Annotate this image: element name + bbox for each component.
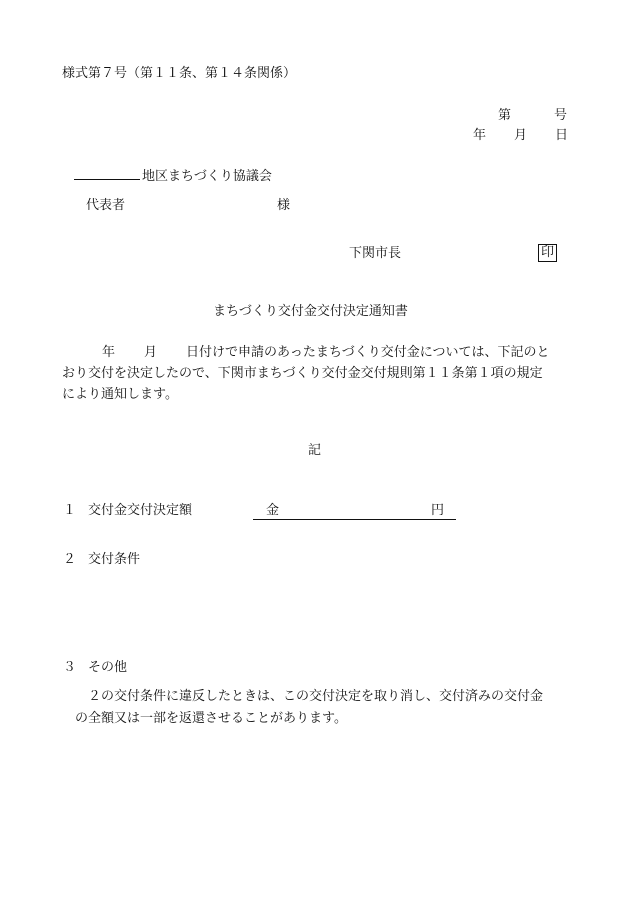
item-3-text-line-1: ２の交付条件に違反したときは、この交付決定を取り消し、交付済みの交付金 [88, 689, 544, 704]
addressee-org-suffix: 地区まちづくり協議会 [142, 169, 272, 184]
item-3-text-line-2: の全額又は一部を返還させることがあります。 [75, 711, 347, 726]
amount-suffix: 円 [431, 503, 445, 518]
addressee-org [74, 167, 272, 185]
seal-mark: 印 [538, 244, 557, 262]
body-line-2: おり交付を決定したので、下関市まちづくり交付金交付規則第１１条第１項の規定 [62, 366, 543, 381]
item-1-label: 交付金交付決定額 [88, 503, 193, 518]
doc-number-prefix: 第 [498, 108, 512, 123]
ki-heading: 記 [308, 443, 322, 458]
body-line-1-text: 日付けで申請のあったまちづくり交付金については、下記のと [186, 345, 550, 360]
body-year: 年 [102, 345, 116, 360]
date-day: 日 [555, 128, 569, 143]
item-3-number: ３ [63, 660, 77, 675]
doc-number-suffix: 号 [554, 108, 568, 123]
honorific: 様 [277, 198, 291, 213]
body-paragraph [62, 342, 582, 405]
item-2-number: ２ [63, 552, 77, 567]
item-2-label: 交付条件 [88, 552, 141, 567]
date-month: 月 [514, 128, 528, 143]
sender-title: 下関市長 [349, 246, 402, 261]
amount-prefix: 金 [266, 503, 280, 518]
document-title: まちづくり交付金交付決定通知書 [213, 304, 408, 319]
form-number: 様式第７号（第１１条、第１４条関係） [62, 66, 297, 81]
amount-underline [253, 503, 456, 520]
body-month: 月 [144, 345, 158, 360]
date-year: 年 [473, 128, 487, 143]
item-3-label: その他 [88, 660, 128, 675]
district-blank [74, 167, 140, 180]
body-line-3: により通知します。 [62, 387, 178, 402]
body-line-1 [62, 342, 582, 363]
representative-label: 代表者 [86, 198, 126, 213]
item-1-number: １ [63, 503, 77, 518]
